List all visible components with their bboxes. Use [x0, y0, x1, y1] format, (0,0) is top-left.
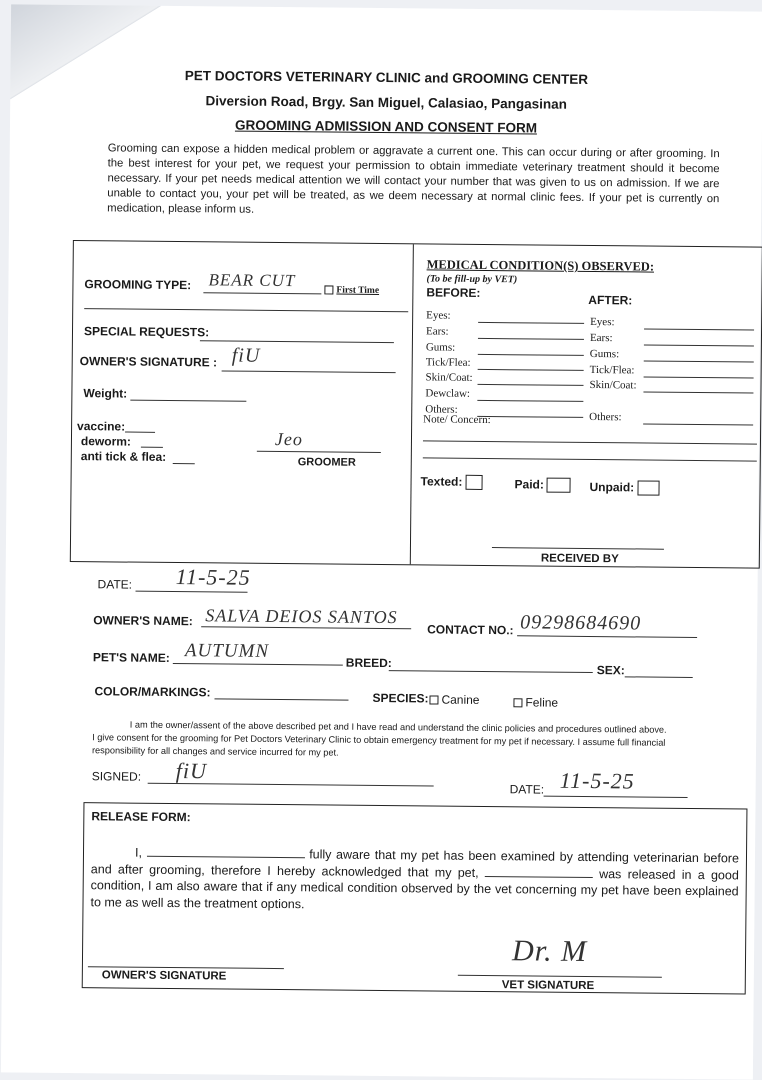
- owner-name-value[interactable]: SALVA DEIOS SANTOS: [205, 605, 398, 628]
- owner-signature-value[interactable]: fiU: [231, 344, 261, 367]
- texted-checkbox[interactable]: Texted:: [421, 474, 483, 490]
- paid-checkbox[interactable]: Paid:: [514, 477, 570, 493]
- before-item-label: Others:: [425, 403, 458, 416]
- clinic-address: Diversion Road, Brgy. San Miguel, Calasiao, Pangasinan: [205, 93, 567, 112]
- first-time-checkbox[interactable]: First Time: [324, 285, 379, 296]
- sex-field[interactable]: [625, 676, 693, 678]
- clinic-name: PET DOCTORS VETERINARY CLINIC and GROOMING CENTER: [184, 68, 589, 87]
- breed-field[interactable]: [389, 670, 593, 673]
- medical-subtitle: (To be fill-up by VET): [426, 273, 518, 286]
- checkbox-icon: [547, 478, 571, 493]
- groomer-signature[interactable]: Jeo: [274, 428, 304, 450]
- owner-name-label: OWNER'S NAME:: [93, 613, 193, 629]
- after-label: AFTER:: [588, 292, 633, 308]
- after-item-label: Eyes:: [590, 315, 615, 329]
- special-requests-label: SPECIAL REQUESTS:: [83, 324, 210, 340]
- after-item-label: Others:: [589, 410, 622, 424]
- checkbox-icon: [324, 286, 333, 295]
- signed-value[interactable]: fiU: [175, 758, 208, 784]
- form-title: GROOMING ADMISSION AND CONSENT FORM: [234, 117, 538, 136]
- pet-name-value[interactable]: AUTUMN: [184, 640, 270, 662]
- before-item-label: Skin/Coat:: [425, 371, 473, 384]
- date-value[interactable]: 11-5-25: [175, 564, 251, 590]
- before-item-label: Tick/Flea:: [425, 356, 471, 369]
- after-item-label: Gums:: [589, 347, 620, 361]
- vet-signature-value[interactable]: Dr. M: [511, 934, 588, 968]
- owner-signature-label: OWNER'S SIGNATURE :: [79, 354, 218, 370]
- breed-label: BREED:: [345, 655, 392, 671]
- after-item-label: Ears:: [589, 331, 613, 345]
- species-feline-checkbox[interactable]: Feline: [513, 695, 558, 709]
- color-markings-field[interactable]: [214, 698, 348, 700]
- release-paragraph: I, fully aware that my pet has been examined by attending veterinarian before and after grooming, therefore I hereby acknowledged that my pet, was released in a good condition, I am also aware that if any medical condition observed by the vet concerning my pet have been explained to me as well as the treatment options.: [90, 845, 740, 911]
- consent-date-label: DATE:: [509, 782, 545, 797]
- before-item-label: Eyes:: [426, 309, 451, 322]
- contact-label: CONTACT NO.:: [427, 622, 514, 638]
- color-markings-label: COLOR/MARKINGS:: [94, 684, 211, 700]
- consent-line-2: I give consent for the grooming for Pet Doctors Veterinary Clinic to obtain emergency treatment for my pet if necessary. I assume full financial responsibility for all changes and service incurred for my pet.: [91, 732, 666, 758]
- release-owner-field[interactable]: [147, 846, 305, 859]
- intro-paragraph: Grooming can expose a hidden medical problem or aggravate a current one. This can occur during or after grooming. In the best interest for your pet, we request your permission to obtain immediate veterinary treatment should it become necessary. If your pet needs medical attention we will contact your number that was given to us on admission. If we are unable to contact you, your pet will be treated, as we deem necessary at normal clinic fees. If your pet is currently on medication, please inform us.: [107, 142, 720, 216]
- checkbox-icon: [465, 475, 482, 490]
- sex-label: SEX:: [596, 663, 625, 678]
- date-label: DATE:: [97, 577, 133, 592]
- after-item-label: Skin/Coat:: [589, 378, 637, 392]
- consent-date-value[interactable]: 11-5-25: [559, 767, 635, 794]
- form-paper: [1, 4, 762, 1079]
- before-label: BEFORE:: [426, 285, 481, 300]
- pet-name-label: PET'S NAME:: [92, 650, 170, 665]
- received-by-label: RECEIVED BY: [540, 552, 619, 566]
- weight-label: Weight:: [83, 386, 128, 401]
- checkbox-icon: [429, 696, 438, 705]
- after-item-label: Tick/Flea:: [589, 363, 635, 377]
- species-label: SPECIES:: [372, 690, 429, 706]
- medical-title: MEDICAL CONDITION(S) OBSERVED:: [426, 257, 655, 274]
- before-item-label: Gums:: [425, 341, 456, 354]
- note-concern-label: Note/ Concern:: [423, 413, 491, 427]
- unpaid-checkbox[interactable]: Unpaid:: [589, 480, 659, 496]
- anti-tick-label: anti tick & flea:: [80, 449, 167, 464]
- checkbox-icon: [637, 481, 659, 496]
- deworm-label: deworm:: [80, 434, 132, 449]
- species-canine-checkbox[interactable]: Canine: [429, 692, 479, 706]
- release-title: RELEASE FORM:: [91, 809, 191, 825]
- vet-signature-label: VET SIGNATURE: [501, 979, 595, 993]
- groomer-label: GROOMER: [297, 456, 356, 469]
- signed-label: SIGNED:: [91, 769, 142, 784]
- release-owner-signature-label: OWNER'S SIGNATURE: [101, 969, 227, 983]
- vaccine-label: vaccine:: [77, 419, 126, 434]
- consent-line-1: I am the owner/assent of the above described pet and I have read and understand the clinic policies and procedures outlined above.: [129, 719, 667, 735]
- release-pet-field[interactable]: [485, 866, 593, 878]
- before-item-label: Dewclaw:: [425, 387, 471, 400]
- grooming-type-value[interactable]: BEAR CUT: [208, 270, 296, 291]
- checkbox-icon: [513, 699, 522, 708]
- before-item-label: Ears:: [425, 325, 449, 338]
- grooming-type-label: GROOMING TYPE:: [84, 277, 192, 293]
- contact-value[interactable]: 09298684690: [520, 611, 642, 635]
